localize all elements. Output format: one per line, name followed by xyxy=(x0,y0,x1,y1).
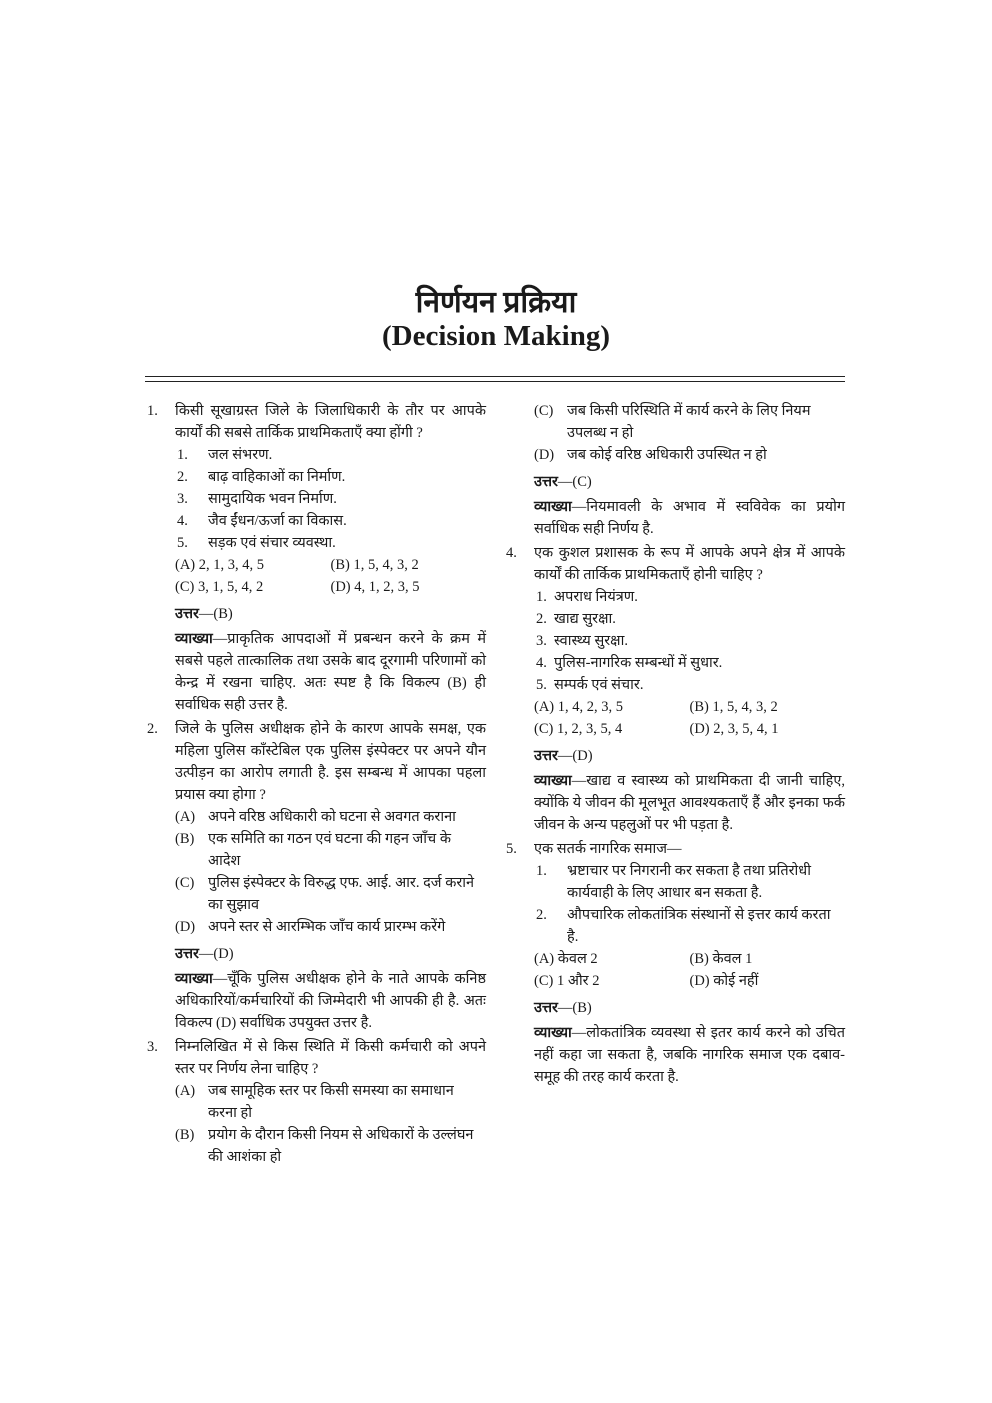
option-letter: (B) xyxy=(175,1127,195,1143)
page-title-hindi: निर्णयन प्रक्रिया xyxy=(415,286,577,319)
options-grid xyxy=(534,948,845,992)
list-item xyxy=(175,532,486,554)
option-text: जब किसी परिस्थिति में कार्य करने के लिए नियम उपलब्ध न हो xyxy=(567,403,811,441)
answer xyxy=(534,997,845,1019)
explanation-text: —चूँकि पुलिस अधीक्षक होने के नाते आपके कनिष्ठ अधिकारियों/कर्मचारियों की जिम्मेदारी भी आपकी ही है. अतः विकल्प (D) सर्वाधिक उपयुक्त उत्तर है. xyxy=(175,971,486,1031)
answer-label: उत्तर xyxy=(534,1000,558,1016)
option: (C) 3, 1, 5, 4, 2 xyxy=(175,579,264,595)
question-4 xyxy=(504,542,845,836)
option-letter: (B) xyxy=(175,831,195,847)
option xyxy=(175,806,486,828)
item-number: 4. xyxy=(177,513,188,529)
answer xyxy=(534,745,845,767)
item-number: 2. xyxy=(177,469,188,485)
option: (C) 1, 2, 3, 5, 4 xyxy=(534,721,623,737)
option: (B) केवल 1 xyxy=(689,951,753,967)
list-item xyxy=(175,488,486,510)
item-text: सामुदायिक भवन निर्माण. xyxy=(208,491,337,507)
item-text: स्वास्थ्य सुरक्षा. xyxy=(554,633,628,649)
option-letter: (C) xyxy=(175,875,195,891)
item-text: सम्पर्क एवं संचार. xyxy=(554,677,644,693)
list-item xyxy=(534,652,845,674)
question-text: निम्नलिखित में से किस स्थिति में किसी कर्मचारी को अपने स्तर पर निर्णय लेना चाहिए ? xyxy=(175,1039,486,1077)
answer-label: उत्तर xyxy=(534,474,558,490)
question-number: 2. xyxy=(147,721,158,737)
option-letter: (D) xyxy=(534,447,555,463)
item-number: 1. xyxy=(536,589,547,605)
item-number: 1. xyxy=(536,863,547,879)
option xyxy=(175,872,486,916)
item-number: 4. xyxy=(536,655,547,671)
item-number: 3. xyxy=(536,633,547,649)
option-text: पुलिस इंस्पेक्टर के विरुद्ध एफ. आई. आर. दर्ज कराने का सुझाव xyxy=(208,875,475,913)
option: (A) 1, 4, 2, 3, 5 xyxy=(534,699,624,715)
answer-label: उत्तर xyxy=(534,748,558,764)
explanation-label: व्याख्या xyxy=(175,971,213,987)
option xyxy=(175,828,486,872)
title-divider-top xyxy=(145,376,845,377)
option xyxy=(534,444,845,466)
option: (C) 1 और 2 xyxy=(534,973,600,989)
option: (A) केवल 2 xyxy=(534,951,598,967)
item-number: 1. xyxy=(177,447,188,463)
option: (B) 1, 5, 4, 3, 2 xyxy=(689,699,778,715)
option: (D) 4, 1, 2, 3, 5 xyxy=(330,579,420,595)
options-grid xyxy=(175,554,486,598)
explanation xyxy=(175,968,486,1034)
item-text: खाद्य सुरक्षा. xyxy=(554,611,616,627)
list-item xyxy=(534,904,845,948)
option: (A) 2, 1, 3, 4, 5 xyxy=(175,557,265,573)
item-text: औपचारिक लोकतांत्रिक संस्थानों से इत्तर कार्य करता है. xyxy=(567,907,831,945)
question-text: किसी सूखाग्रस्त जिले के जिलाधिकारी के तौर पर आपके कार्यों की सबसे तार्किक प्राथमिकताएँ क्या होंगी ? xyxy=(175,403,486,441)
item-text: पुलिस-नागरिक सम्बन्धों में सुधार. xyxy=(554,655,723,671)
option: (D) 2, 3, 5, 4, 1 xyxy=(689,721,779,737)
list-item xyxy=(534,630,845,652)
item-number: 3. xyxy=(177,491,188,507)
item-text: भ्रष्टाचार पर निगरानी कर सकता है तथा प्रतिरोधी कार्यवाही के लिए आधार बन सकता है. xyxy=(567,863,811,901)
question-text: एक सतर्क नागरिक समाज— xyxy=(534,841,682,857)
option xyxy=(175,1080,486,1124)
answer-label: उत्तर xyxy=(175,606,199,622)
option-text: अपने स्तर से आरम्भिक जाँच कार्य प्रारम्भ करेंगे xyxy=(208,919,446,935)
question-2 xyxy=(145,718,486,1034)
list-item xyxy=(534,608,845,630)
item-number: 2. xyxy=(536,907,547,923)
answer-label: उत्तर xyxy=(175,946,199,962)
item-text: सड़क एवं संचार व्यवस्था. xyxy=(208,535,336,551)
item-number: 5. xyxy=(177,535,188,551)
list-item xyxy=(175,444,486,466)
item-number: 5. xyxy=(536,677,547,693)
answer xyxy=(175,943,486,965)
explanation-text: —प्राकृतिक आपदाओं में प्रबन्धन करने के क्रम में सबसे पहले तात्कालिक तथा उसके बाद दूरगामी परिणामों को केन्द्र में रखना चाहिए. अतः स्पष्ट है कि विकल्प (B) ही सर्वाधिक सही उत्तर है. xyxy=(175,631,486,713)
list-item xyxy=(534,586,845,608)
option xyxy=(175,916,486,938)
answer-value: —(B) xyxy=(557,1000,592,1016)
list-item xyxy=(175,510,486,532)
question-text: जिले के पुलिस अधीक्षक होने के कारण आपके समक्ष, एक महिला पुलिस कॉंस्टेबिल एक पुलिस इंस्पेक्टर पर अपने यौन उत्पीड़न का आरोप लगाती है. इस सम्बन्ध में आपका पहला प्रयास क्या होगा ? xyxy=(175,721,486,803)
item-number: 2. xyxy=(536,611,547,627)
list-item xyxy=(534,860,845,904)
question-number: 1. xyxy=(147,403,158,419)
question-columns xyxy=(145,400,845,1190)
option-text: जब सामूहिक स्तर पर किसी समस्या का समाधान करना हो xyxy=(208,1083,454,1121)
option-text: जब कोई वरिष्ठ अधिकारी उपस्थित न हो xyxy=(567,447,767,463)
option-letter: (A) xyxy=(175,809,196,825)
answer xyxy=(175,603,486,625)
option xyxy=(175,1124,486,1168)
option-text: अपने वरिष्ठ अधिकारी को घटना से अवगत कराना xyxy=(208,809,456,825)
option-text: एक समिति का गठन एवं घटना की गहन जाँच के आदेश xyxy=(208,831,451,869)
answer-value: —(D) xyxy=(198,946,234,962)
question-5 xyxy=(504,838,845,1088)
item-text: जैव ईंधन/ऊर्जा का विकास. xyxy=(208,513,347,529)
options-grid xyxy=(534,696,845,740)
title-divider-bottom xyxy=(145,381,845,382)
list-item xyxy=(534,674,845,696)
explanation xyxy=(534,496,845,540)
question-number: 4. xyxy=(506,545,517,561)
explanation xyxy=(534,770,845,836)
question-number: 3. xyxy=(147,1039,158,1055)
explanation-text: —नियमावली के अभाव में स्वविवेक का प्रयोग सर्वाधिक सही निर्णय है. xyxy=(534,499,845,537)
item-text: जल संभरण. xyxy=(208,447,273,463)
list-item xyxy=(175,466,486,488)
option-letter: (C) xyxy=(534,403,554,419)
explanation-text: —लोकतांत्रिक व्यवस्था से इतर कार्य करने को उचित नहीं कहा जा सकता है, जबकि नागरिक समाज एक दबाव-समूह की तरह कार्य करता है. xyxy=(534,1025,845,1085)
item-text: बाढ़ वाहिकाओं का निर्माण. xyxy=(208,469,346,485)
explanation xyxy=(534,1022,845,1088)
answer-value: —(B) xyxy=(198,606,233,622)
question-1 xyxy=(145,400,486,716)
question-text: एक कुशल प्रशासक के रूप में आपके अपने क्षेत्र में आपके कार्यों की तार्किक प्राथमिकताएँ होनी चाहिए ? xyxy=(534,545,845,583)
explanation xyxy=(175,628,486,716)
option-letter: (A) xyxy=(175,1083,196,1099)
explanation-label: व्याख्या xyxy=(534,1025,572,1041)
answer xyxy=(534,471,845,493)
explanation-label: व्याख्या xyxy=(534,773,572,789)
question-number: 5. xyxy=(506,841,517,857)
option-text: प्रयोग के दौरान किसी नियम से अधिकारों के उल्लंघन की आशंका हो xyxy=(208,1127,474,1165)
option: (D) कोई नहीं xyxy=(689,973,759,989)
answer-value: —(D) xyxy=(557,748,593,764)
option: (B) 1, 5, 4, 3, 2 xyxy=(330,557,419,573)
option-letter: (D) xyxy=(175,919,196,935)
item-text: अपराध नियंत्रण. xyxy=(554,589,638,605)
explanation-label: व्याख्या xyxy=(534,499,572,515)
explanation-label: व्याख्या xyxy=(175,631,213,647)
answer-value: —(C) xyxy=(557,474,592,490)
explanation-text: —खाद्य व स्वास्थ्य को प्राथमिकता दी जानी चाहिए, क्योंकि ये जीवन की मूलभूत आवश्यकताएँ हैं और इनका फर्क जीवन के अन्य पहलुओं पर भी पड़ता है. xyxy=(534,773,845,833)
page-title-english: (Decision Making) xyxy=(382,320,610,352)
option xyxy=(534,400,845,444)
